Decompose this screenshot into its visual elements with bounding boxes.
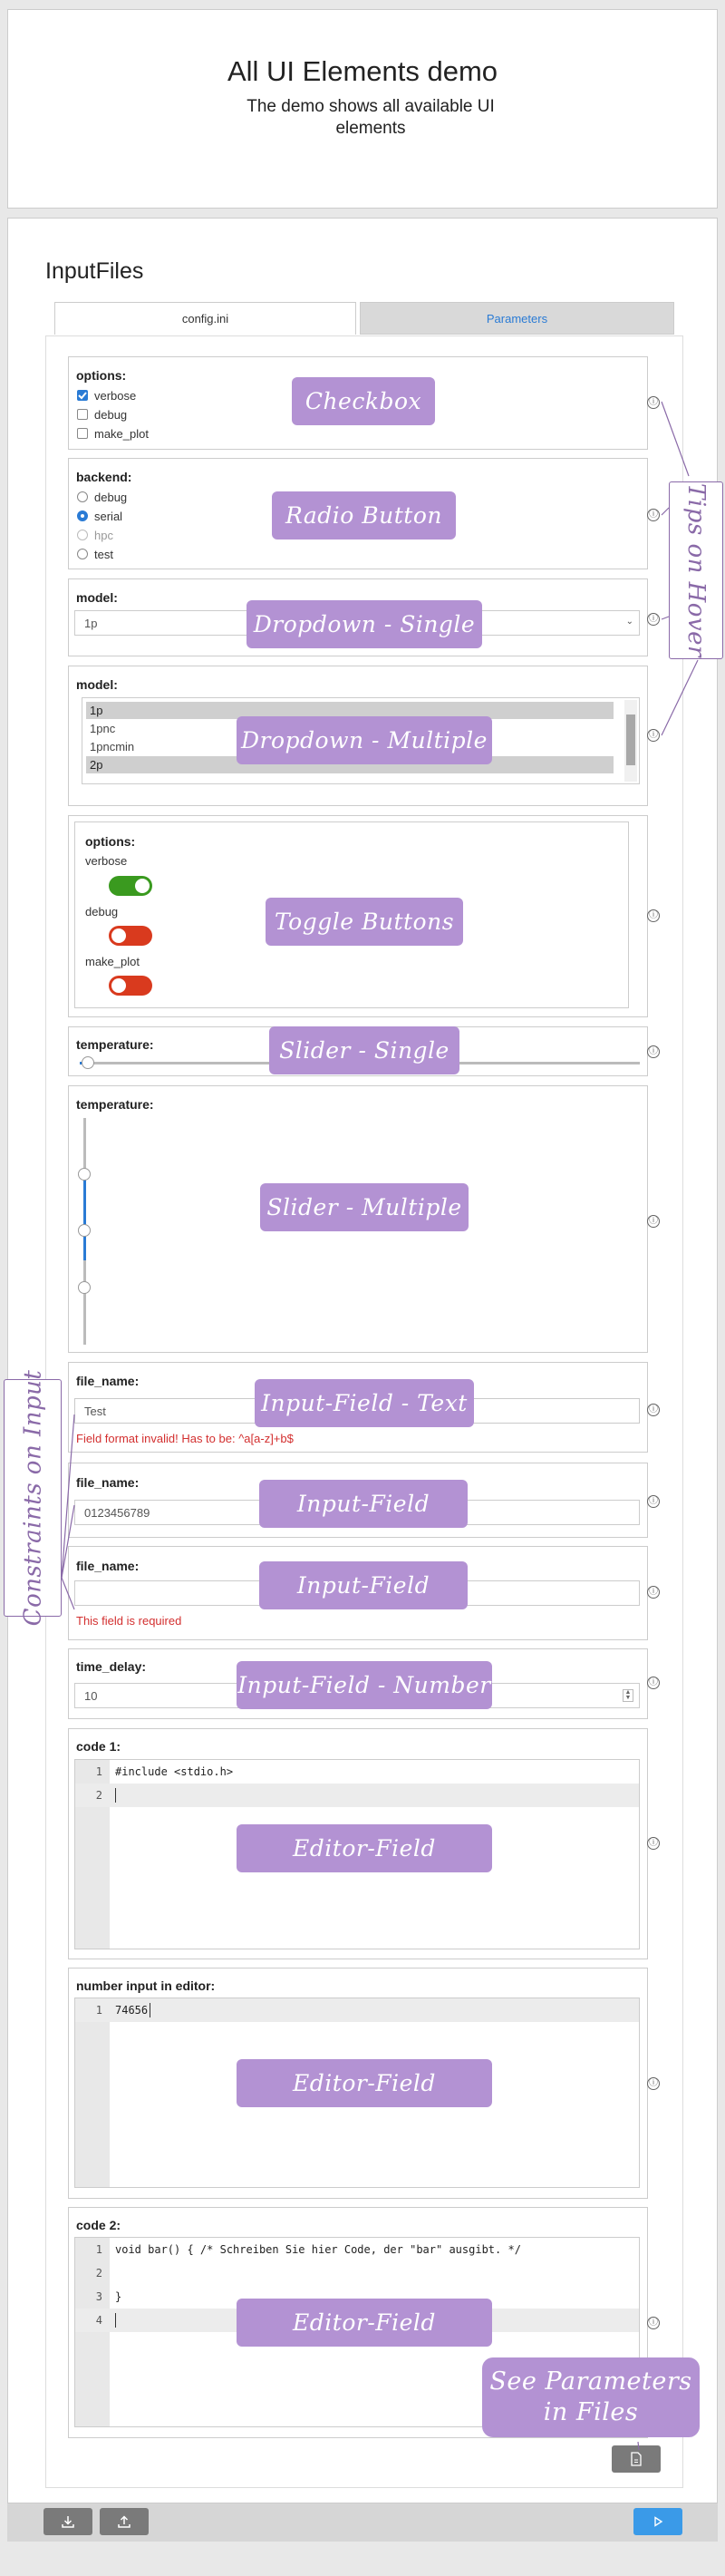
line-number: 1: [95, 2243, 102, 2256]
annotation-input-number: Input-Field - Number: [237, 1661, 492, 1709]
file-icon: [630, 2452, 643, 2466]
toggle-debug[interactable]: [109, 926, 152, 946]
info-icon[interactable]: ⓘ: [649, 1405, 658, 1414]
page-title: InputFiles: [45, 258, 144, 284]
annotation-input-field: Input-Field: [259, 1561, 468, 1609]
slider-handle[interactable]: [82, 1056, 94, 1069]
toggle-group-label: options:: [85, 834, 136, 849]
line-number: 2: [95, 2267, 102, 2280]
run-button[interactable]: [633, 2508, 682, 2535]
input-text-label: file_name:: [76, 1374, 140, 1388]
annotation-radio: Radio Button: [272, 491, 456, 540]
slider-handle[interactable]: [78, 1168, 91, 1181]
radio-hpc: [77, 530, 88, 540]
annotation-tips-on-hover: [669, 481, 723, 659]
number-value: 10: [84, 1688, 98, 1703]
number-spinner[interactable]: ▲ ▼: [623, 1689, 633, 1702]
tab-bar: [54, 302, 674, 335]
multiselect-option-1pncmin[interactable]: 1pncmin: [90, 740, 135, 753]
annotation-see-parameters: See Parameters in Files: [482, 2357, 700, 2437]
radio-test-label: test: [94, 548, 113, 561]
line-number: 3: [95, 2290, 102, 2303]
toggle-make-plot-label: make_plot: [85, 955, 140, 968]
checkbox-make-plot-label: make_plot: [94, 427, 149, 441]
toggle-make-plot[interactable]: [109, 976, 152, 996]
radio-hpc-label: hpc: [94, 529, 113, 542]
app-title: All UI Elements demo: [227, 55, 498, 87]
slider-handle[interactable]: [78, 1224, 91, 1237]
multiselect-option-1p[interactable]: 1p: [86, 702, 614, 719]
download-icon: [61, 2514, 75, 2529]
code-line: }: [115, 2290, 122, 2303]
upload-icon: [117, 2514, 131, 2529]
toggle-debug-label: debug: [85, 905, 119, 919]
input-field-label: file_name:: [76, 1475, 140, 1490]
file-button[interactable]: [612, 2445, 661, 2473]
annotation-editor: Editor-Field: [237, 2059, 492, 2107]
info-icon[interactable]: ⓘ: [649, 614, 658, 624]
radio-debug-label: debug: [94, 491, 128, 504]
info-icon[interactable]: ⓘ: [649, 1496, 658, 1506]
tab-config-ini[interactable]: config.ini: [54, 302, 356, 335]
annotation-input-text: Input-Field - Text: [255, 1379, 474, 1427]
annotation-constraints-text: Constraints on Input: [19, 1369, 46, 1627]
info-icon[interactable]: ⓘ: [649, 510, 658, 520]
download-button[interactable]: [44, 2508, 92, 2535]
file-name-input[interactable]: Test: [74, 1398, 640, 1424]
annotation-toggles: Toggle Buttons: [266, 898, 463, 946]
input-empty-label: file_name:: [76, 1559, 140, 1573]
info-icon[interactable]: ⓘ: [649, 397, 658, 407]
slider-single-label: temperature:: [76, 1037, 154, 1052]
editor1-label: code 1:: [76, 1739, 121, 1754]
multiselect-option-1pnc[interactable]: 1pnc: [90, 722, 116, 735]
annotation-editor: Editor-Field: [237, 1824, 492, 1872]
annotation-slider-multi: Slider - Multiple: [260, 1183, 469, 1231]
multiselect-option-2p[interactable]: 2p: [86, 756, 614, 773]
info-icon[interactable]: ⓘ: [649, 910, 658, 920]
radio-serial[interactable]: [77, 510, 88, 521]
info-icon[interactable]: ⓘ: [649, 1838, 658, 1848]
tab-parameters[interactable]: Parameters: [360, 302, 674, 335]
radio-group-label: backend:: [76, 470, 132, 484]
slider-multi-label: temperature:: [76, 1097, 154, 1112]
annotation-editor: Editor-Field: [237, 2299, 492, 2347]
info-icon[interactable]: ⓘ: [649, 1587, 658, 1597]
editor2-label: number input in editor:: [76, 1978, 216, 1993]
checkbox-group-label: options:: [76, 368, 127, 383]
validation-error: Field format invalid! Has to be: ^a[a-z]+b$: [76, 1432, 294, 1445]
upload-button[interactable]: [100, 2508, 149, 2535]
info-icon[interactable]: ⓘ: [649, 2078, 658, 2088]
checkbox-debug[interactable]: [77, 409, 88, 420]
dropdown-single-label: model:: [76, 590, 118, 605]
app-header: [7, 9, 718, 209]
info-icon[interactable]: ⓘ: [649, 1046, 658, 1056]
checkbox-verbose-label: verbose: [94, 389, 137, 403]
dropdown-multi-label: model:: [76, 677, 118, 692]
chevron-down-icon: ⌄: [625, 617, 633, 627]
annotation-slider-single: Slider - Single: [269, 1026, 459, 1074]
radio-test[interactable]: [77, 549, 88, 559]
annotation-input-field: Input-Field: [259, 1480, 468, 1528]
checkbox-verbose[interactable]: [77, 390, 88, 401]
info-icon[interactable]: ⓘ: [649, 1216, 658, 1226]
multiselect-scrollbar[interactable]: [624, 700, 637, 782]
required-error: This field is required: [76, 1614, 182, 1628]
file-name-input[interactable]: 0123456789: [74, 1500, 640, 1525]
toggle-verbose[interactable]: [109, 876, 152, 896]
app-subtitle: The demo shows all available UI elements: [246, 97, 495, 138]
checkbox-debug-label: debug: [94, 408, 128, 422]
annotation-constraints: [4, 1369, 62, 1627]
dropdown-value: 1p: [84, 616, 98, 630]
line-number: 2: [95, 1789, 102, 1802]
info-icon[interactable]: ⓘ: [649, 1677, 658, 1687]
annotation-checkbox: Checkbox: [292, 377, 435, 425]
code-line: 74656: [115, 2004, 149, 2017]
input-number-label: time_delay:: [76, 1659, 147, 1674]
annotation-dropdown-multi: Dropdown - Multiple: [237, 716, 492, 764]
checkbox-make-plot[interactable]: [77, 428, 88, 439]
radio-debug[interactable]: [77, 491, 88, 502]
line-number: 4: [95, 2314, 102, 2327]
annotation-dropdown-single: Dropdown - Single: [246, 600, 482, 648]
play-icon: [652, 2516, 663, 2527]
toggle-verbose-label: verbose: [85, 854, 128, 868]
radio-serial-label: serial: [94, 510, 123, 523]
line-number: 1: [95, 1765, 102, 1778]
code-line: void bar() { /* Schreiben Sie hier Code, der "bar" ausgibt. */: [115, 2243, 521, 2256]
info-icon[interactable]: ⓘ: [649, 730, 658, 740]
slider-handle[interactable]: [78, 1281, 91, 1294]
editor3-label: code 2:: [76, 2218, 121, 2232]
code-line: #include <stdio.h>: [115, 1765, 234, 1778]
annotation-tips-text: Tips on Hover: [682, 483, 710, 657]
line-number: 1: [95, 2004, 102, 2017]
info-icon[interactable]: ⓘ: [649, 2318, 658, 2328]
